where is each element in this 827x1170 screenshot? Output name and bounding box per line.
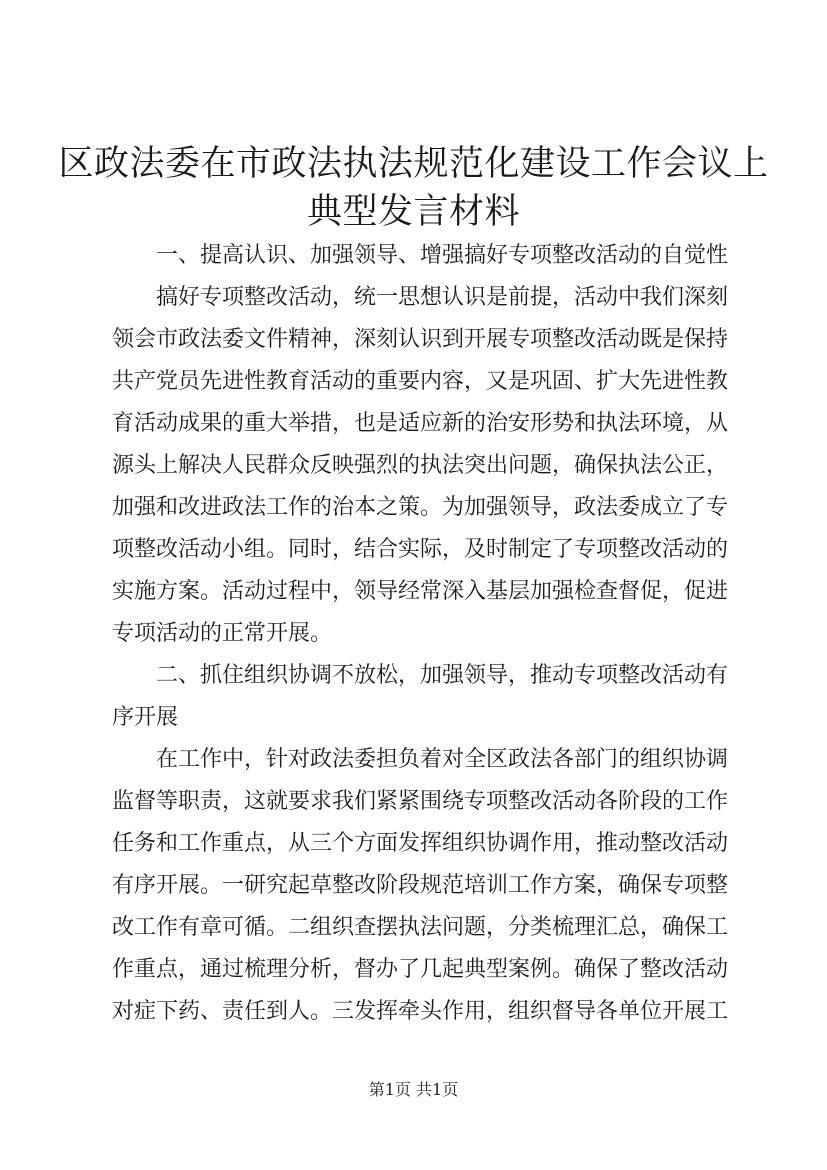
heading-section-2: 二、抓住组织协调不放松，加强领导，推动专项整改活动有 <box>156 663 729 688</box>
body-line: 源头上解决人民群众反映强烈的执法突出问题，确保执法公正， <box>112 453 729 478</box>
body-line: 在工作中，针对政法委担负着对全区政法各部门的组织协调 <box>156 747 729 772</box>
document-title <box>0 140 827 236</box>
body-line: 领会市政法委文件精神，深刻认识到开展专项整改活动既是保持 <box>112 327 729 352</box>
heading-section-1: 一、提高认识、加强领导、增强搞好专项整改活动的自觉性 <box>156 243 729 268</box>
page-number: 第1页 共1页 <box>368 1080 459 1099</box>
body-line: 改工作有章可循。二组织查摆执法问题，分类梳理汇总，确保工 <box>112 915 729 940</box>
body-line: 共产党员先进性教育活动的重要内容，又是巩固、扩大先进性教 <box>112 369 729 394</box>
body-line: 对症下药、责任到人。三发挥牵头作用，组织督导各单位开展工 <box>112 999 729 1024</box>
body-line: 监督等职责，这就要求我们紧紧围绕专项整改活动各阶段的工作 <box>112 789 729 814</box>
body-line: 育活动成果的重大举措，也是适应新的治安形势和执法环境，从 <box>112 411 729 436</box>
title-line-2: 典型发言材料 <box>306 192 520 232</box>
body-line: 专项活动的正常开展。 <box>112 621 333 646</box>
body-line: 有序开展。一研究起草整改阶段规范培训工作方案，确保专项整 <box>112 873 729 898</box>
body-line: 作重点，通过梳理分析，督办了几起典型案例。确保了整改活动 <box>112 957 729 982</box>
document-body <box>112 235 729 1033</box>
heading-section-2-continued: 序开展 <box>112 705 179 730</box>
body-line: 实施方案。活动过程中，领导经常深入基层加强检查督促，促进 <box>112 579 729 604</box>
body-line: 任务和工作重点，从三个方面发挥组织协调作用，推动整改活动 <box>112 831 729 856</box>
body-line: 项整改活动小组。同时，结合实际，及时制定了专项整改活动的 <box>112 537 729 562</box>
body-line: 加强和改进政法工作的治本之策。为加强领导，政法委成立了专 <box>112 495 729 520</box>
title-line-1: 区政法委在市政法执法规范化建设工作会议上 <box>58 144 769 184</box>
body-line: 搞好专项整改活动，统一思想认识是前提，活动中我们深刻 <box>156 285 729 310</box>
